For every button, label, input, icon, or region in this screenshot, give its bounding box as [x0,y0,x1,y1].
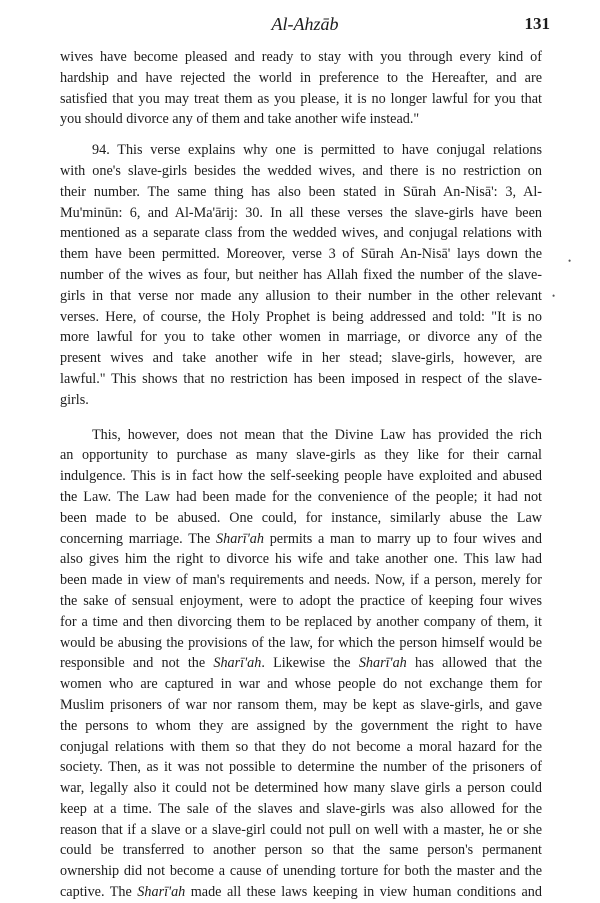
scan-speck: • [568,256,572,266]
text-line: been made to be abused. One could, for instance, similarly abuse the Law [60,509,542,526]
text-line: Muslim prisoners of war nor ransom them, may be kept as slave-girls, and gave [60,696,542,713]
paragraph-note-94 [60,140,542,410]
text-line: concerning marriage. The Sharī'ah permits a man to marry up to four wives and [60,530,542,547]
text-line: the sake of sensual enjoyment, were to adopt the practice of keeping four wives [60,592,542,609]
text-line: present wives and take another wife in her stead; slave-girls, however, are [60,350,542,367]
text-line: mentioned as a separate class from the wedded wives, and conjugal relations with [60,225,542,242]
text-line: would be abusing the provisions of the law, for which the person himself would be [60,634,542,651]
text-line: satisfied that you may treat them as you please, it is no longer lawful for you that [60,90,542,107]
text-line: could be transferred to another person so that the same person's permanent [60,842,542,859]
text-line: keep at a time. The sale of the slaves and slave-girls was also allowed for the [60,800,542,817]
term-shariah: Sharī'ah [358,655,407,672]
text-line: 94. This verse explains why one is permitted to have conjugal relations [92,142,542,159]
text-line: hardship and have rejected the world in preference to the Hereafter, and are [60,69,542,86]
text-line: number of the wives as four, but neither has Allah fixed the number of the slave- [60,266,542,283]
page-number: 131 [524,14,550,33]
text-line: captive. The Sharī'ah made all these laws keeping in view human conditions and [60,884,542,901]
text-line: with one's slave-girls besides the wedded wives, and there is no restriction on [60,162,542,179]
text-line: society. Then, as it was not possible to determine the number of the prisoners of [60,759,542,776]
text-line: This, however, does not mean that the Divine Law has provided the rich [92,426,542,443]
term-shariah: Sharī'ah [213,655,262,672]
term-shariah: Sharī'ah [137,884,186,901]
page-body [60,47,542,903]
text-line: lawful." This shows that no restriction has been imposed in respect of the slave- [60,370,542,387]
text-line: more lawful for you to take other women in marriage, or divorce any of the [60,329,542,346]
text-line: verses. Here, of course, the Holy Prophet is being addressed and told: "It is no [60,308,542,325]
term-shariah: Sharī'ah [216,530,264,547]
paragraph-continuation [60,47,542,130]
text-line: women who are captured in war and whose people do not exchange them for [60,676,542,693]
text-line: also gives him the right to divorce his wife and take another one. This law had [60,551,542,568]
running-title: Al-Ahzāb [271,14,339,34]
page-header [60,12,550,36]
text-line: reason that if a slave or a slave-girl could not pull on well with a master, he or she [60,821,542,838]
paragraph-divine-law [60,425,542,903]
text-line: you should divorce any of them and take another wife instead." [60,111,420,128]
text-line: indulgence. This is in fact how the self-seeking people have exploited and abused [60,468,542,485]
text-line: them have been permitted. Moreover, verse 3 of Sūrah An-Nisā' lays down the [60,246,542,263]
text-line: war, legally also it could not be determined how many slave girls a person could [60,780,542,797]
text-line: the persons to whom they are assigned by the government the right to have [60,717,542,734]
scan-speck: • [552,291,556,301]
text-line: girls. [60,391,89,408]
text-line: girls in that verse nor made any allusion to their number in the other relevant [60,287,542,304]
text-line: for a time and then divorcing them to be replaced by another company of them, it [60,613,542,630]
text-line: responsible and not the Sharī'ah. Likewise the Sharī'ah has allowed that the [60,655,542,672]
text-line: their number. The same thing has also been stated in Sūrah An-Nisā': 3, Al- [60,183,542,200]
text-line: ownership did not become a cause of unending torture for both the master and the [60,863,542,880]
text-line: an opportunity to purchase as many slave-girls as they like for their carnal [60,447,542,464]
text-line: wives have become pleased and ready to stay with you through every kind of [60,49,542,65]
text-line: the Law. The Law had been made for the convenience of the people; it had not [60,488,542,505]
text-line: been made in view of man's requirements and needs. Now, if a person, merely for [60,572,542,589]
text-line: conjugal relations with them so that they do not become a moral hazard for the [60,738,542,755]
text-line: Mu'minūn: 6, and Al-Ma'ārij: 30. In all these verses the slave-girls have been [60,204,542,221]
